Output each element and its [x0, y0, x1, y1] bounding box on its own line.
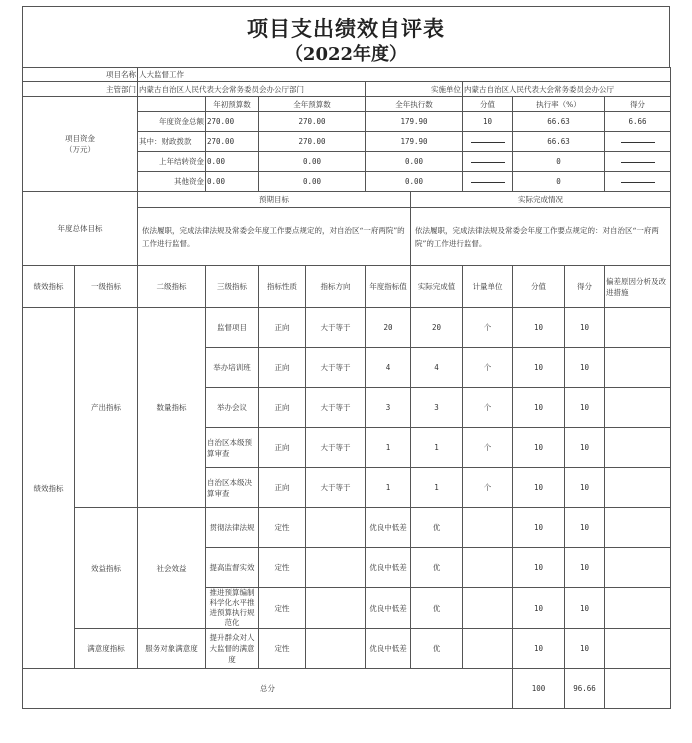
indicator-row: 推进预算编制科学化水平推进预算执行规范化 定性 优良中低差 优 10 10 — [23, 588, 671, 629]
header-direction: 指标方向 — [306, 266, 366, 308]
actual-completion-label: 实际完成情况 — [411, 192, 671, 208]
department-label: 主管部门 — [23, 82, 138, 97]
actual-completion-text: 依法履职，完成法律法规及常委会年度工作要点规定的：对自治区“一府两院”的工作进行监督。 — [411, 208, 671, 266]
indicator-header-row — [23, 266, 671, 308]
project-name-value: 人大监督工作 — [138, 68, 671, 82]
funds-header-row — [23, 97, 671, 112]
benefit-level2: 社会效益 — [138, 508, 206, 629]
satisfaction-level1: 满意度指标 — [75, 629, 138, 669]
funds-row-fiscal: 其中：财政拨款 270.00 270.00 179.90 66.63 — [23, 132, 671, 152]
implementing-unit-value: 内蒙古自治区人民代表大会常务委员会办公厅 — [463, 82, 671, 97]
output-level2: 数量指标 — [138, 308, 206, 508]
header-perf: 绩效指标 — [23, 266, 75, 308]
header-score: 得分 — [565, 266, 605, 308]
title-block — [22, 6, 670, 68]
header-unit: 计量单位 — [463, 266, 513, 308]
indicator-row: 自治区本级预算审查 正向 大于等于 1 1 个 10 10 — [23, 428, 671, 468]
implementing-unit-label: 实施单位 — [366, 82, 463, 97]
funds-row-other: 其他资金 0.00 0.00 0.00 0 — [23, 172, 671, 192]
total-value: 100 — [513, 669, 565, 709]
indicator-row: 自治区本级决算审查 正向 大于等于 1 1 个 10 10 — [23, 468, 671, 508]
dash-cell — [463, 132, 513, 152]
indicator-row: 效益指标 社会效益 贯彻法律法规 定性 优良中低差 优 10 10 — [23, 508, 671, 548]
funds-header-initial: 年初预算数 — [206, 97, 259, 112]
dash-cell — [463, 172, 513, 192]
total-score: 96.66 — [565, 669, 605, 709]
header-target: 年度指标值 — [366, 266, 411, 308]
funds-row-total: 年度资金总额 270.00 270.00 179.90 10 66.63 6.66 — [23, 112, 671, 132]
funds-label: 项目资金 （万元） — [23, 97, 138, 192]
perf-label: 绩效指标 — [23, 308, 75, 669]
department-value: 内蒙古自治区人民代表大会常务委员会办公厅部门 — [138, 82, 366, 97]
total-label: 总分 — [23, 669, 513, 709]
header-deviation: 偏差原因分析及改进措施 — [605, 266, 671, 308]
satisfaction-level2: 服务对象满意度 — [138, 629, 206, 669]
header-value: 分值 — [513, 266, 565, 308]
goals-header-row — [23, 192, 671, 208]
annual-goal-label: 年度总体目标 — [23, 192, 138, 266]
total-row — [23, 669, 671, 709]
indicator-row: 举办培训班 正向 大于等于 4 4 个 10 10 — [23, 348, 671, 388]
page-subtitle: （2022年度） — [284, 44, 408, 65]
page-title: 项目支出绩效自评表 — [247, 16, 445, 41]
funds-row-carryover: 上年结转资金 0.00 0.00 0.00 0 — [23, 152, 671, 172]
funds-header-score: 得分 — [605, 97, 671, 112]
header-actual: 实际完成值 — [411, 266, 463, 308]
evaluation-table — [22, 67, 671, 709]
header-level1: 一级指标 — [75, 266, 138, 308]
department-row — [23, 82, 671, 97]
header-level2: 二级指标 — [138, 266, 206, 308]
project-name-row — [23, 68, 671, 82]
benefit-level1: 效益指标 — [75, 508, 138, 629]
expected-goal-label: 预期目标 — [138, 192, 411, 208]
indicator-row: 提高监督实效 定性 优良中低差 优 10 10 — [23, 548, 671, 588]
header-level3: 三级指标 — [206, 266, 259, 308]
dash-cell — [605, 132, 671, 152]
indicator-row: 满意度指标 服务对象满意度 提升群众对人大监督的满意度 定性 优良中低差 优 10 10 — [23, 629, 671, 669]
output-level1: 产出指标 — [75, 308, 138, 508]
indicator-row: 绩效指标 产出指标 数量指标 监督项目 正向 大于等于 20 20 个 10 10 — [23, 308, 671, 348]
indicator-row: 举办会议 正向 大于等于 3 3 个 10 10 — [23, 388, 671, 428]
funds-header-executed: 全年执行数 — [366, 97, 463, 112]
project-name-label: 项目名称 — [23, 68, 138, 82]
funds-header-rate: 执行率（%） — [513, 97, 605, 112]
dash-cell — [605, 172, 671, 192]
expected-goal-text: 依法履职，完成法律法规及常委会年度工作要点规定的，对自治区“一府两院”的工作进行监督。 — [138, 208, 411, 266]
funds-header-annual: 全年预算数 — [259, 97, 366, 112]
header-nature: 指标性质 — [259, 266, 306, 308]
dash-cell — [463, 152, 513, 172]
funds-header-score-value: 分值 — [463, 97, 513, 112]
dash-cell — [605, 152, 671, 172]
